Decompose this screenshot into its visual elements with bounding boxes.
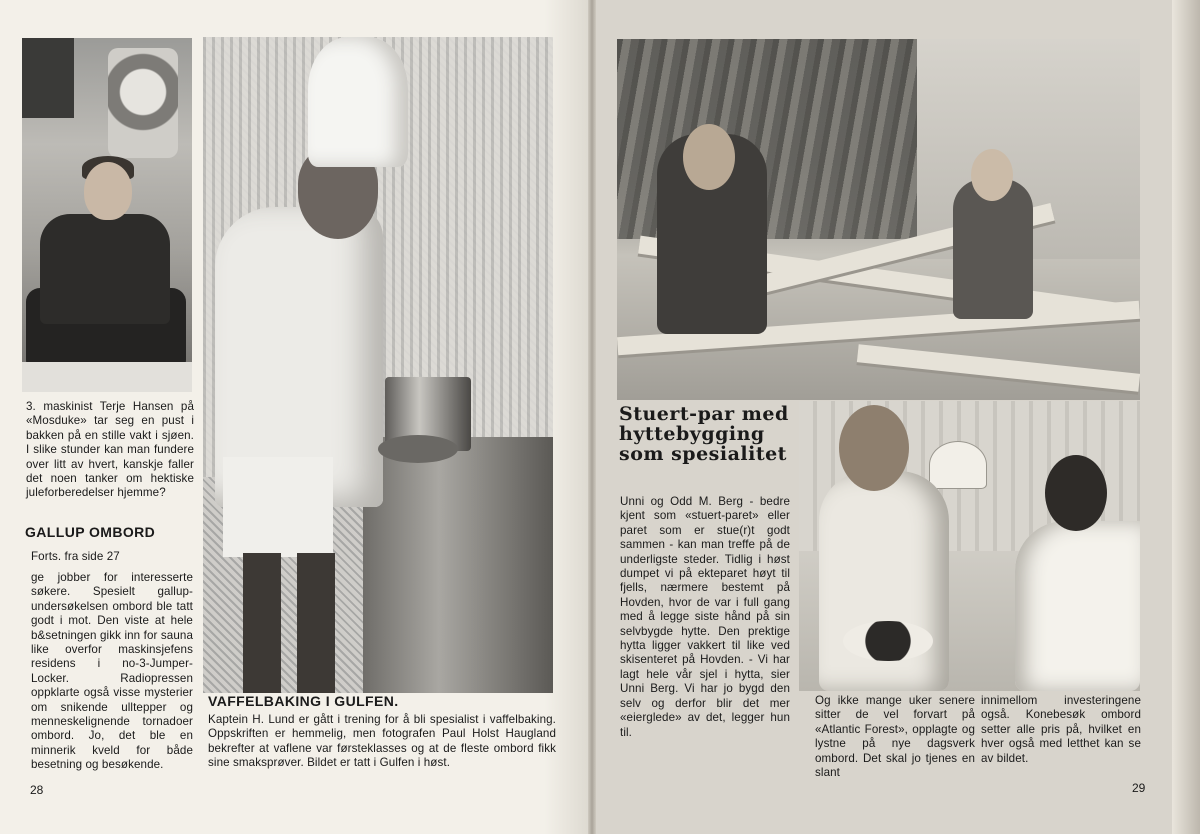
page-number-right: 29 — [1132, 781, 1146, 795]
headline: Stuert-par med hyttebygging som spesialitet — [619, 403, 789, 465]
spine-gutter — [588, 0, 596, 834]
gallup-body: ge jobber for interesserte søkere. Spesielt gallup-undersøkelsen ombord ble tatt godt i mot. Den viste at hele b&setningen gikk inn for sauna like overfor maskinsjefens residens i no-3-Jumper-Locker. Radiopressen oppklarte også visse mysterier om snikende ulltepper og menneskelignende tornadoer ombord. Jo, det ble en minnerik kveld for både besetning og besøkende. — [31, 571, 193, 772]
vaffel-heading: VAFFELBAKING I GULFEN. — [208, 693, 399, 709]
caption-machinist: 3. maskinist Terje Hansen på «Mosduke» tar seg en pust i bakken på en stille vakt i sjøen. I slike stunder kan man fundere over litt av hvert, kanskje faller det noen tanker om hektiske juleforberedelser hjemme? — [26, 400, 194, 500]
article-column-3: innimellom investeringene også. Konebesøk ombord setter alle pris på, hvilket en hver også med letthet kan se av bildet. — [981, 694, 1141, 765]
photo-machinist — [22, 38, 192, 392]
left-page — [0, 0, 592, 834]
gallup-heading: GALLUP OMBORD — [25, 524, 156, 540]
photo-cabin-building — [617, 39, 1140, 400]
photo-couple-onboard — [799, 401, 1140, 691]
page-edge — [1172, 0, 1200, 834]
article-column-2: Og ikke mange uker senere sitter de vel forvart på «Atlantic Forest», opplagte og lystne på nye dagsverk ombord. Det skal jo tjenes en slant — [815, 694, 975, 780]
page-number-left: 28 — [30, 783, 44, 797]
photo-cook-waffles — [203, 37, 553, 693]
gallup-continued-note: Forts. fra side 27 — [31, 550, 120, 563]
vaffel-body: Kaptein H. Lund er gått i trening for å bli spesialist i vaffelbaking. Oppskriften er hemmelig, men fotografen Paul Holst Haugland bekrefter at vaflene var førsteklasses og at de fleste ombord fikk sine smaksprøver. Bildet er tatt i Gulfen i høst. — [208, 713, 556, 770]
article-column-1: Unni og Odd M. Berg - bedre kjent som «stuert-paret» eller paret som er stue(r)t godt sammen - kan man treffe på de underligste steder. Tidlig i høst dumpet vi på ekteparet høyt til fjells, nærmere bestemt på Hovden, hvor de var i full gang med å legge siste hånd på sin selvbygde hytte. Den prektige hytta ligger vakkert til like ved skisenteret på Hovden. - Vi har lagt hele vår sjel i hytta, sier Unni Berg. Vi har jo bygd den selv og derfor blir det mer «eierglede» av det, legger hun til. — [620, 495, 790, 739]
